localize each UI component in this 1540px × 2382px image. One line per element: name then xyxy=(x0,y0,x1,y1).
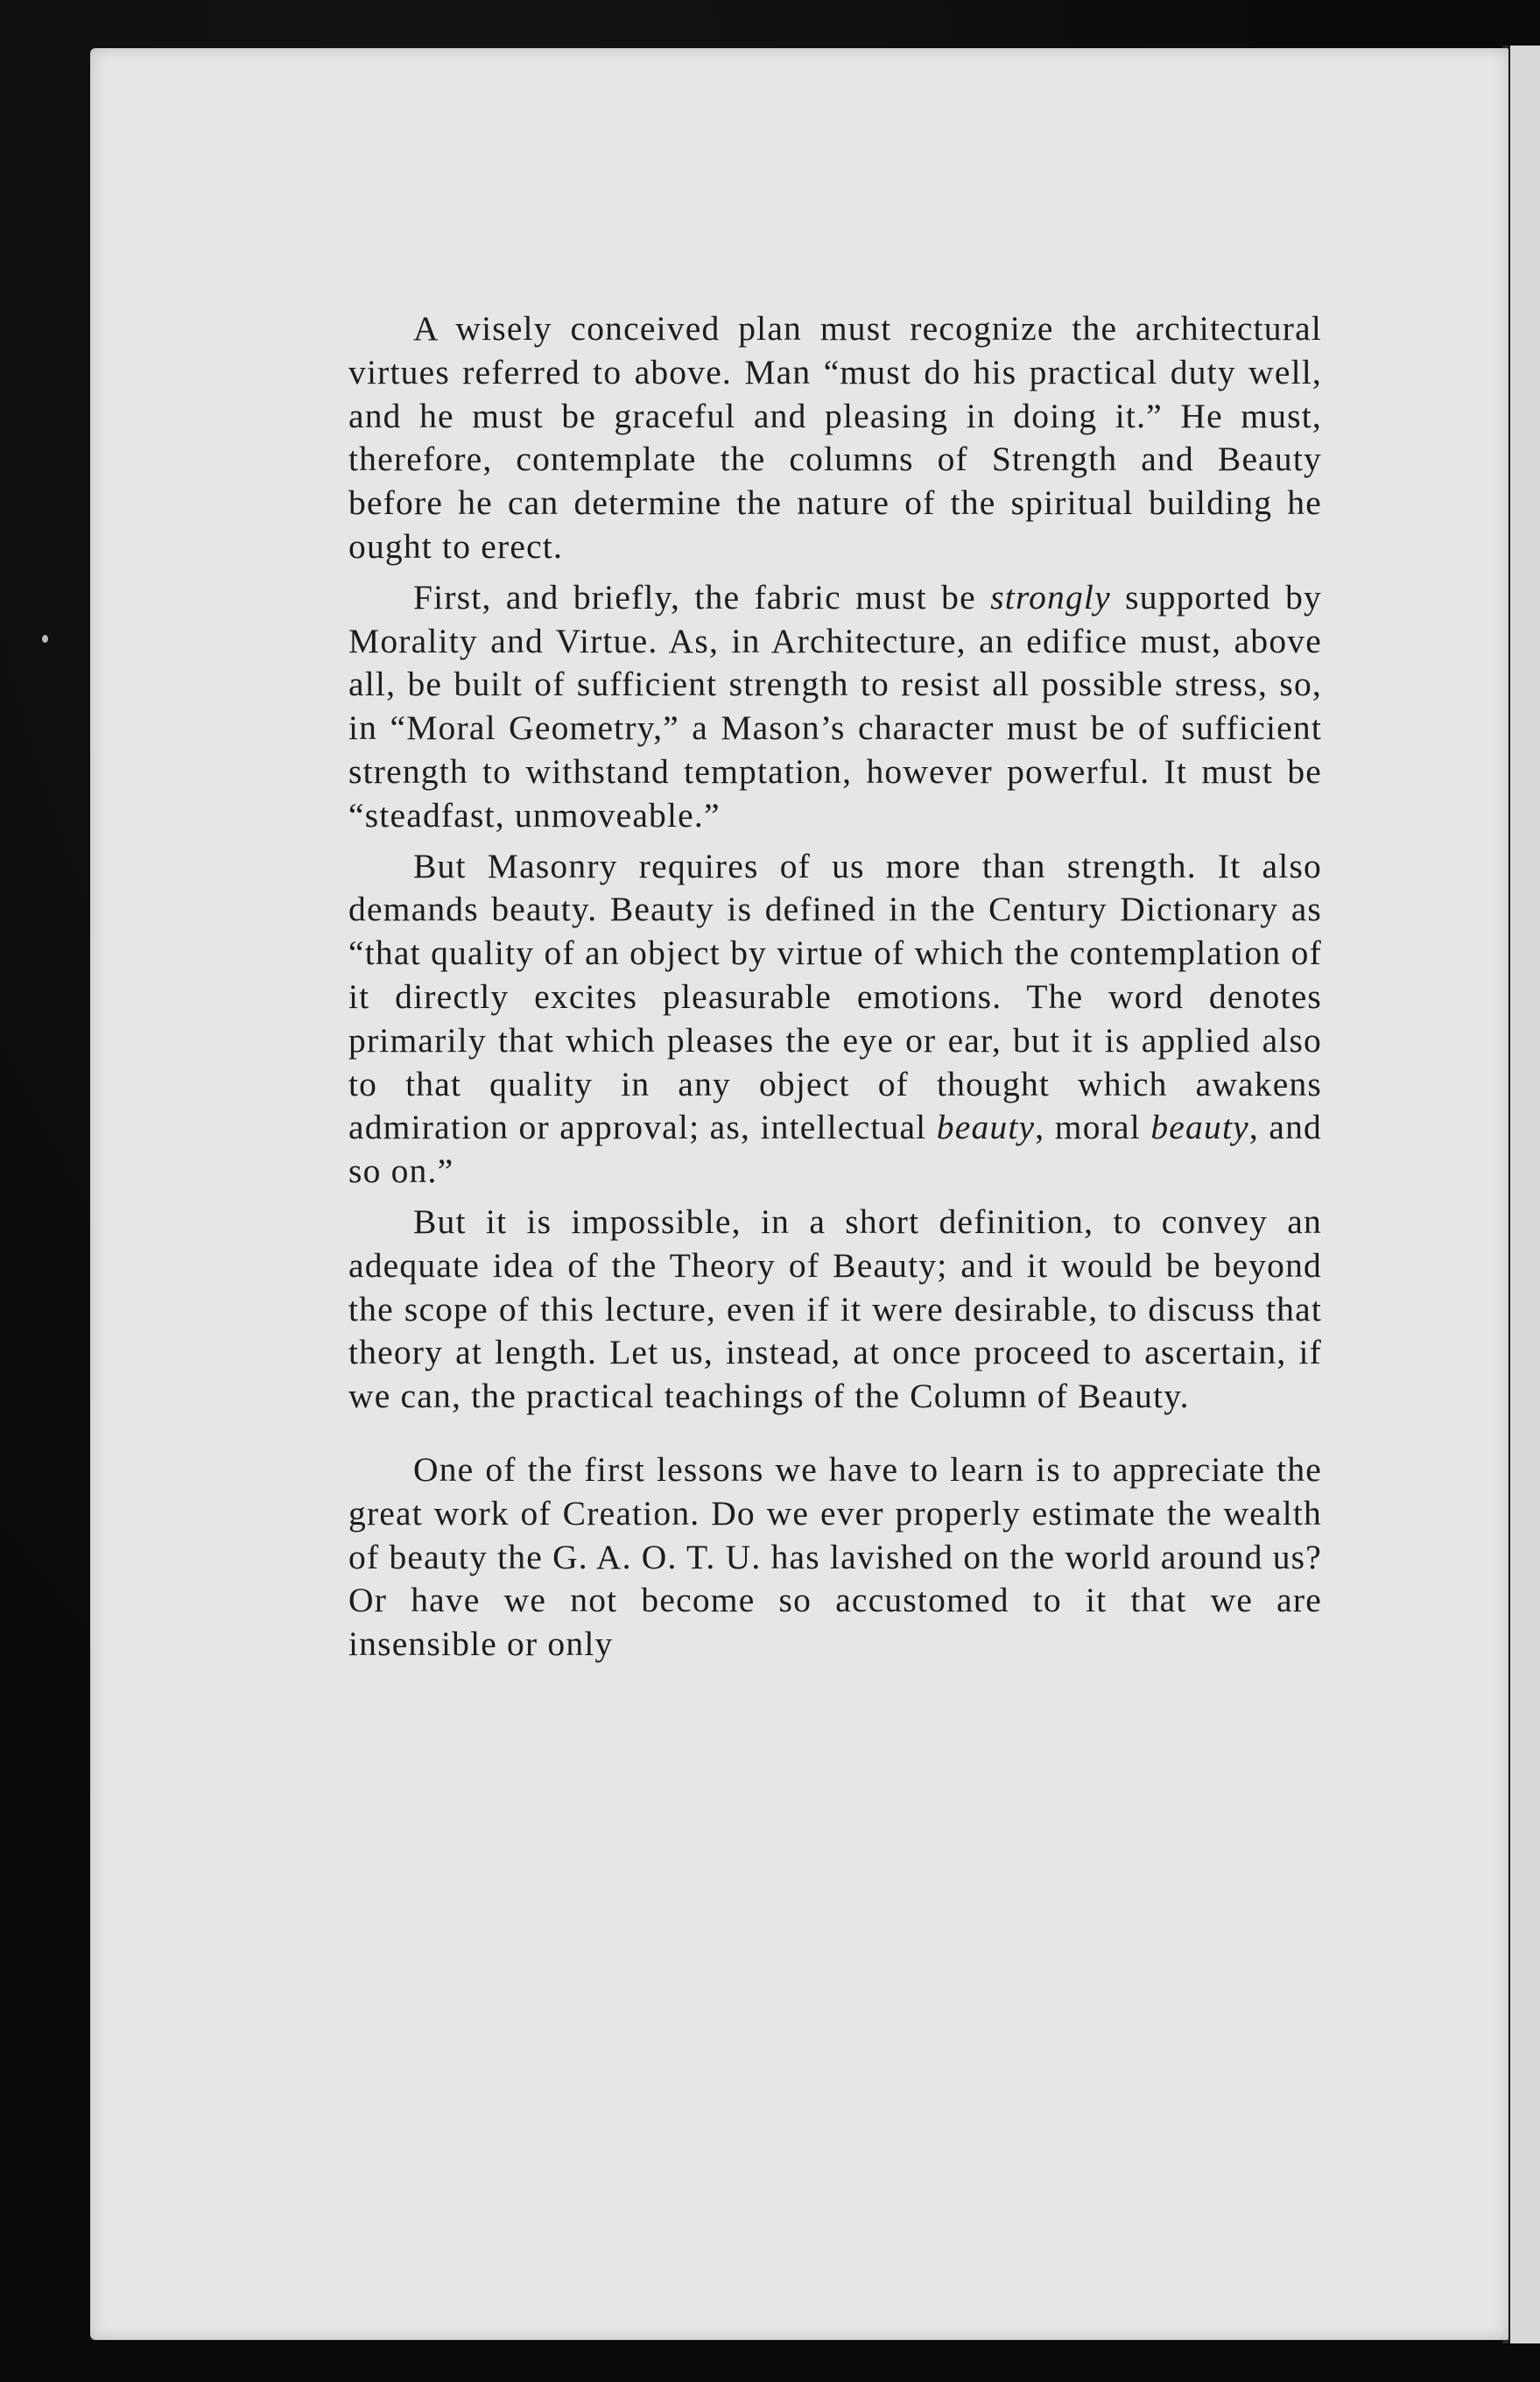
paragraph-text: A wisely conceived plan must recognize the architectural virtues referred to above. Man “must do his practical duty well, and he must be graceful and pleasing in doing it.” He must, therefore, contemplate the columns of Strength and Beauty before he can determine the nature of the spiritual building he ought to erect. xyxy=(348,309,1322,566)
emphasis-text: strongly xyxy=(990,577,1111,617)
paragraph xyxy=(348,845,1322,1194)
paragraph-text: But it is impossible, in a short definition, to convey an adequate idea of the Theory of Beauty; and it would be beyond the scope of this lecture, even if it were desirable, to discuss that theory at length. Let us, instead, at once proceed to ascertain, if we can, the practical teachings of the Column of Beauty. xyxy=(348,1202,1322,1416)
paragraph xyxy=(348,1201,1322,1419)
paragraph-text: , and so on.” xyxy=(348,1108,1322,1191)
paragraph-text: One of the first lessons we have to learn is to appreciate the great work of Creation. Do we ever properly estimate the wealth of beauty the G. A. O. T. U. has lavished on the world around us? Or have we not become so accustomed to it that we are insensible or only xyxy=(348,1449,1322,1664)
paragraph-text: First, and briefly, the fabric must be xyxy=(413,577,991,617)
facing-page-edge xyxy=(1508,46,1540,2343)
emphasis-text: beauty xyxy=(936,1108,1036,1147)
paragraph-text: But Masonry requires of us more than strength. It also demands beauty. Beauty is defined in the Century Dictionary as “that quality of an object by virtue of which the contemplation of it directly excites pleasurable emotions. The word denotes primarily that which pleases the eye or ear, but it is applied also to that quality in any object of thought which awakens admiration or approval; as, intellectual xyxy=(348,846,1322,1147)
paragraph xyxy=(348,307,1322,569)
body-text xyxy=(348,307,1322,1667)
paragraph-text: supported by Morality and Virtue. As, in Architecture, an edifice must, above all, be built of sufficient strength to resist all possible stress, so, in “Moral Geometry,” a Mason’s character must be of sufficient strength to withstand temptation, however powerful. It must be “steadfast, unmoveable.” xyxy=(348,577,1322,835)
paragraph-text: , moral xyxy=(1035,1108,1151,1147)
paragraph xyxy=(348,576,1322,838)
emphasis-text: beauty xyxy=(1150,1108,1249,1147)
scan-speck xyxy=(42,635,48,643)
paragraph xyxy=(348,1448,1322,1667)
